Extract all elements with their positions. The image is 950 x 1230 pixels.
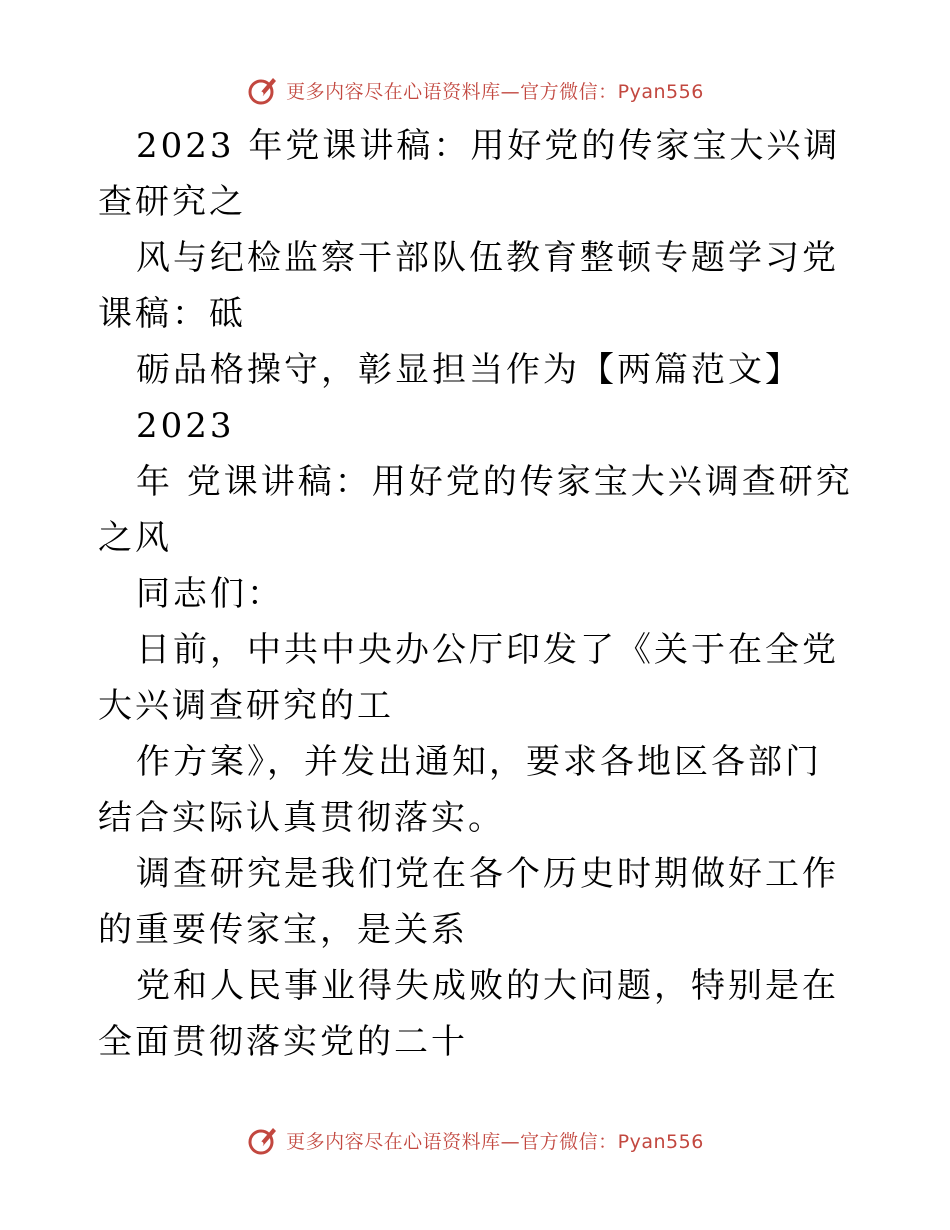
title-line-3: 砺品格操守，彰显担当作为【两篇范文】: [136, 350, 802, 390]
body-paragraph: 党和人民事业得失成败的大问题，特别是在全面贯彻落实党的二十: [98, 966, 839, 1062]
header-banner-text: 更多内容尽在心语资料库—官方微信：Pyan556: [286, 80, 704, 103]
subtitle-year: 2023: [136, 406, 235, 446]
subtitle-title: 年 党课讲稿：用好党的传家宝大兴调查研究之风: [98, 462, 853, 558]
title-line-2: 风与纪检监察干部队伍教育整顿专题学习党课稿：砥: [98, 238, 839, 334]
body-paragraph: 作方案》，并发出通知，要求各地区各部门结合实际认真贯彻落实。: [98, 742, 822, 838]
title-line-1: 2023 年党课讲稿：用好党的传家宝大兴调查研究之: [98, 126, 841, 222]
salutation: 同志们：: [136, 574, 284, 614]
document-body: [98, 118, 858, 1070]
footer-banner-text: 更多内容尽在心语资料库—官方微信：Pyan556: [286, 1130, 704, 1153]
header-banner: [0, 72, 950, 108]
body-paragraph: 调查研究是我们党在各个历史时期做好工作的重要传家宝，是关系: [98, 854, 839, 950]
pen-nib-logo-icon: [246, 73, 280, 107]
body-paragraph: 日前，中共中央办公厅印发了《关于在全党大兴调查研究的工: [98, 630, 839, 726]
footer-banner: [0, 1122, 950, 1158]
pen-nib-logo-icon: [246, 1123, 280, 1157]
